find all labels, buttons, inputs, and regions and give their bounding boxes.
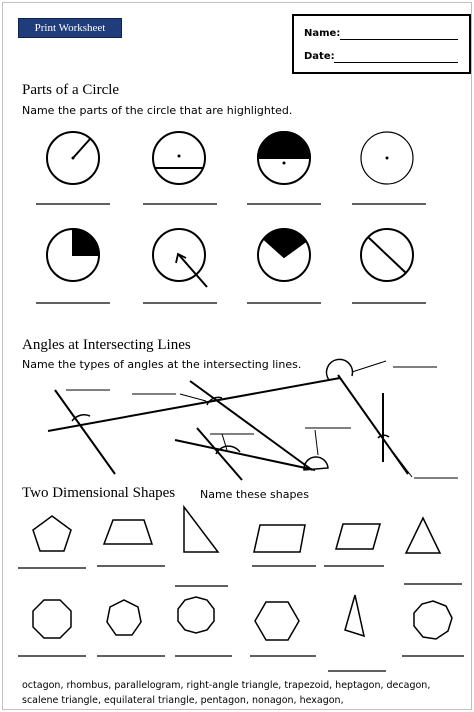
name-label: Name: [304,28,341,39]
circle-radius [47,132,99,184]
circle-instruction: Name the parts of the circle that are highlighted. [22,104,293,117]
circle-section-title: Parts of a Circle [22,82,120,98]
print-worksheet-button[interactable]: Print Worksheet [18,18,122,38]
shape-trapezoid [104,520,152,544]
circle-semicircle [258,132,310,184]
shape-parallelogram [254,525,305,552]
shape-equilateral-triangle [406,518,440,553]
shape-octagon [33,600,71,638]
shape-hexagon [255,602,299,640]
shape-nonagon [414,601,452,639]
circle-sector [47,229,99,281]
date-label: Date: [304,51,335,62]
circle-segment [258,229,310,281]
intersecting-lines-diagram [48,359,458,480]
shape-pentagon [33,516,71,551]
shape-scalene-triangle [345,595,364,636]
circle-chord [153,132,205,184]
shape-rhombus [336,524,380,549]
word-bank: octagon, rhombus, parallelogram, right-angle triangle, trapezoid, heptagon, decagon, scalene triangle, equilateral triangle, pentagon, nonagon, hexagon, [22,680,431,706]
circle-circumference [153,229,207,287]
shape-decagon [178,597,214,633]
circle-centre [361,132,413,184]
shape-right-triangle [184,507,218,552]
angles-instruction: Name the types of angles at the intersecting lines. [22,358,302,371]
shapes-instruction: Name these shapes [200,488,309,501]
shape-heptagon [107,600,141,635]
shapes-section-title: Two Dimensional Shapes [22,485,176,501]
angles-section-title: Angles at Intersecting Lines [22,337,191,353]
circle-diameter [361,229,413,281]
